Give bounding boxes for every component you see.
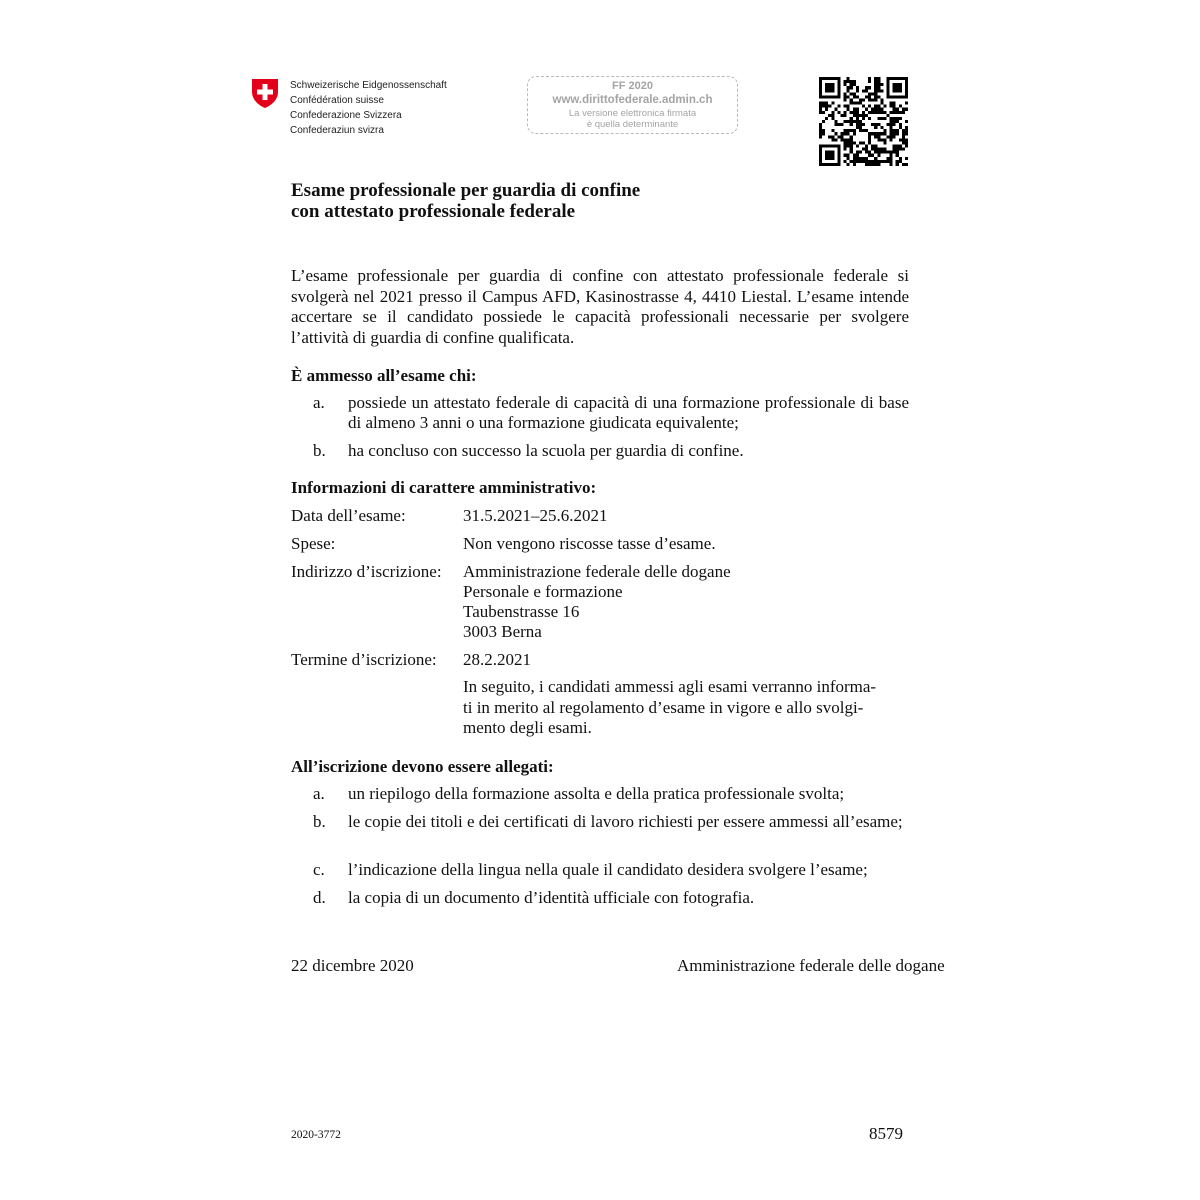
note-line: In seguito, i candidati ammessi agli esami verranno informa-	[463, 677, 877, 696]
item-text: un riepilogo della formazione assolta e della pratica professionale svolta;	[348, 784, 845, 803]
qr-code-icon	[819, 77, 908, 166]
item-label: a.	[313, 784, 325, 803]
attachment-item	[291, 888, 909, 908]
admin-info-heading: Informazioni di carattere amministrativo:	[291, 478, 597, 497]
ff-notice-line-2: è quella determinante	[586, 119, 679, 130]
admission-heading: È ammesso all’esame chi:	[291, 366, 477, 385]
confederation-name-it: Confederazione Svizzera	[290, 110, 402, 121]
item-text: la copia di un documento d’identità ufficiale con fotografia.	[348, 888, 755, 907]
attachment-item	[291, 784, 909, 804]
address-line: 3003 Berna	[463, 622, 542, 641]
item-text: possiede un attestato federale di capacità di una formazione professionale di base di almeno 3 anni o una formazione giudicata equivalente;	[348, 393, 909, 432]
note-line: mento degli esami.	[463, 718, 592, 737]
confederation-name-rm: Confederaziun svizra	[290, 125, 384, 136]
title-line-2: con attestato professionale federale	[291, 201, 576, 222]
item-text: le copie dei titoli e dei certificati di lavoro richiesti per essere ammessi all’esame;	[348, 812, 903, 831]
costs-label: Spese:	[291, 534, 336, 553]
address-label: Indirizzo d’iscrizione:	[291, 562, 442, 581]
document-number: 2020-3772	[291, 1129, 341, 1141]
confederation-names	[290, 78, 447, 138]
ff-issue: FF 2020	[612, 80, 653, 92]
item-label: b.	[313, 441, 326, 460]
title-line-1: Esame professionale per guardia di confine	[291, 180, 641, 201]
item-label: c.	[313, 860, 325, 879]
item-label: b.	[313, 812, 326, 831]
confederation-name-fr: Confédération suisse	[290, 95, 384, 106]
deadline-value: 28.2.2021	[463, 650, 531, 669]
address-value	[463, 562, 909, 642]
address-line: Personale e formazione	[463, 582, 623, 601]
ff-website: www.dirittofederale.admin.ch	[552, 94, 713, 106]
note-line: ti in merito al regolamento d’esame in vigore e allo svolgi-	[463, 697, 864, 717]
admission-item	[291, 393, 909, 433]
item-text: l’indicazione della lingua nella quale il candidato desidera svolgere l’esame;	[348, 860, 868, 879]
issuing-authority: Amministrazione federale delle dogane	[677, 956, 945, 975]
item-label: a.	[313, 393, 325, 412]
exam-date-value: 31.5.2021–25.6.2021	[463, 506, 608, 525]
attachments-heading: All’iscrizione devono essere allegati:	[291, 757, 554, 776]
deadline-note	[463, 677, 909, 739]
address-line: Taubenstrasse 16	[463, 602, 580, 621]
swiss-crest-icon	[251, 78, 279, 109]
confederation-name-de: Schweizerische Eidgenossenschaft	[290, 80, 447, 91]
document-title	[291, 180, 640, 222]
exam-date-label: Data dell’esame:	[291, 506, 406, 525]
deadline-label: Termine d’iscrizione:	[291, 650, 437, 669]
ff-notice-line-1: La versione elettronica firmata	[568, 108, 697, 119]
costs-value: Non vengono riscosse tasse d’esame.	[463, 534, 716, 553]
address-line: Amministrazione federale delle dogane	[463, 562, 731, 581]
admission-item	[291, 441, 909, 461]
attachment-item	[291, 860, 909, 880]
attachment-item	[291, 812, 909, 832]
publication-date: 22 dicembre 2020	[291, 956, 414, 975]
item-text: ha concluso con successo la scuola per guardia di confine.	[348, 441, 744, 460]
ff-notice-box	[527, 76, 738, 134]
item-label: d.	[313, 888, 326, 907]
page-number: 8579	[869, 1124, 903, 1143]
intro-paragraph: L’esame professionale per guardia di confine con attestato professionale federale si svolgerà nel 2021 presso il Campus AFD, Kasinostrasse 4, 4410 Liestal. L’esame intende accertare se il candidato possiede le capacità professionali necessarie per svolgere l’attività di guardia di confine qualificata.	[291, 266, 909, 347]
